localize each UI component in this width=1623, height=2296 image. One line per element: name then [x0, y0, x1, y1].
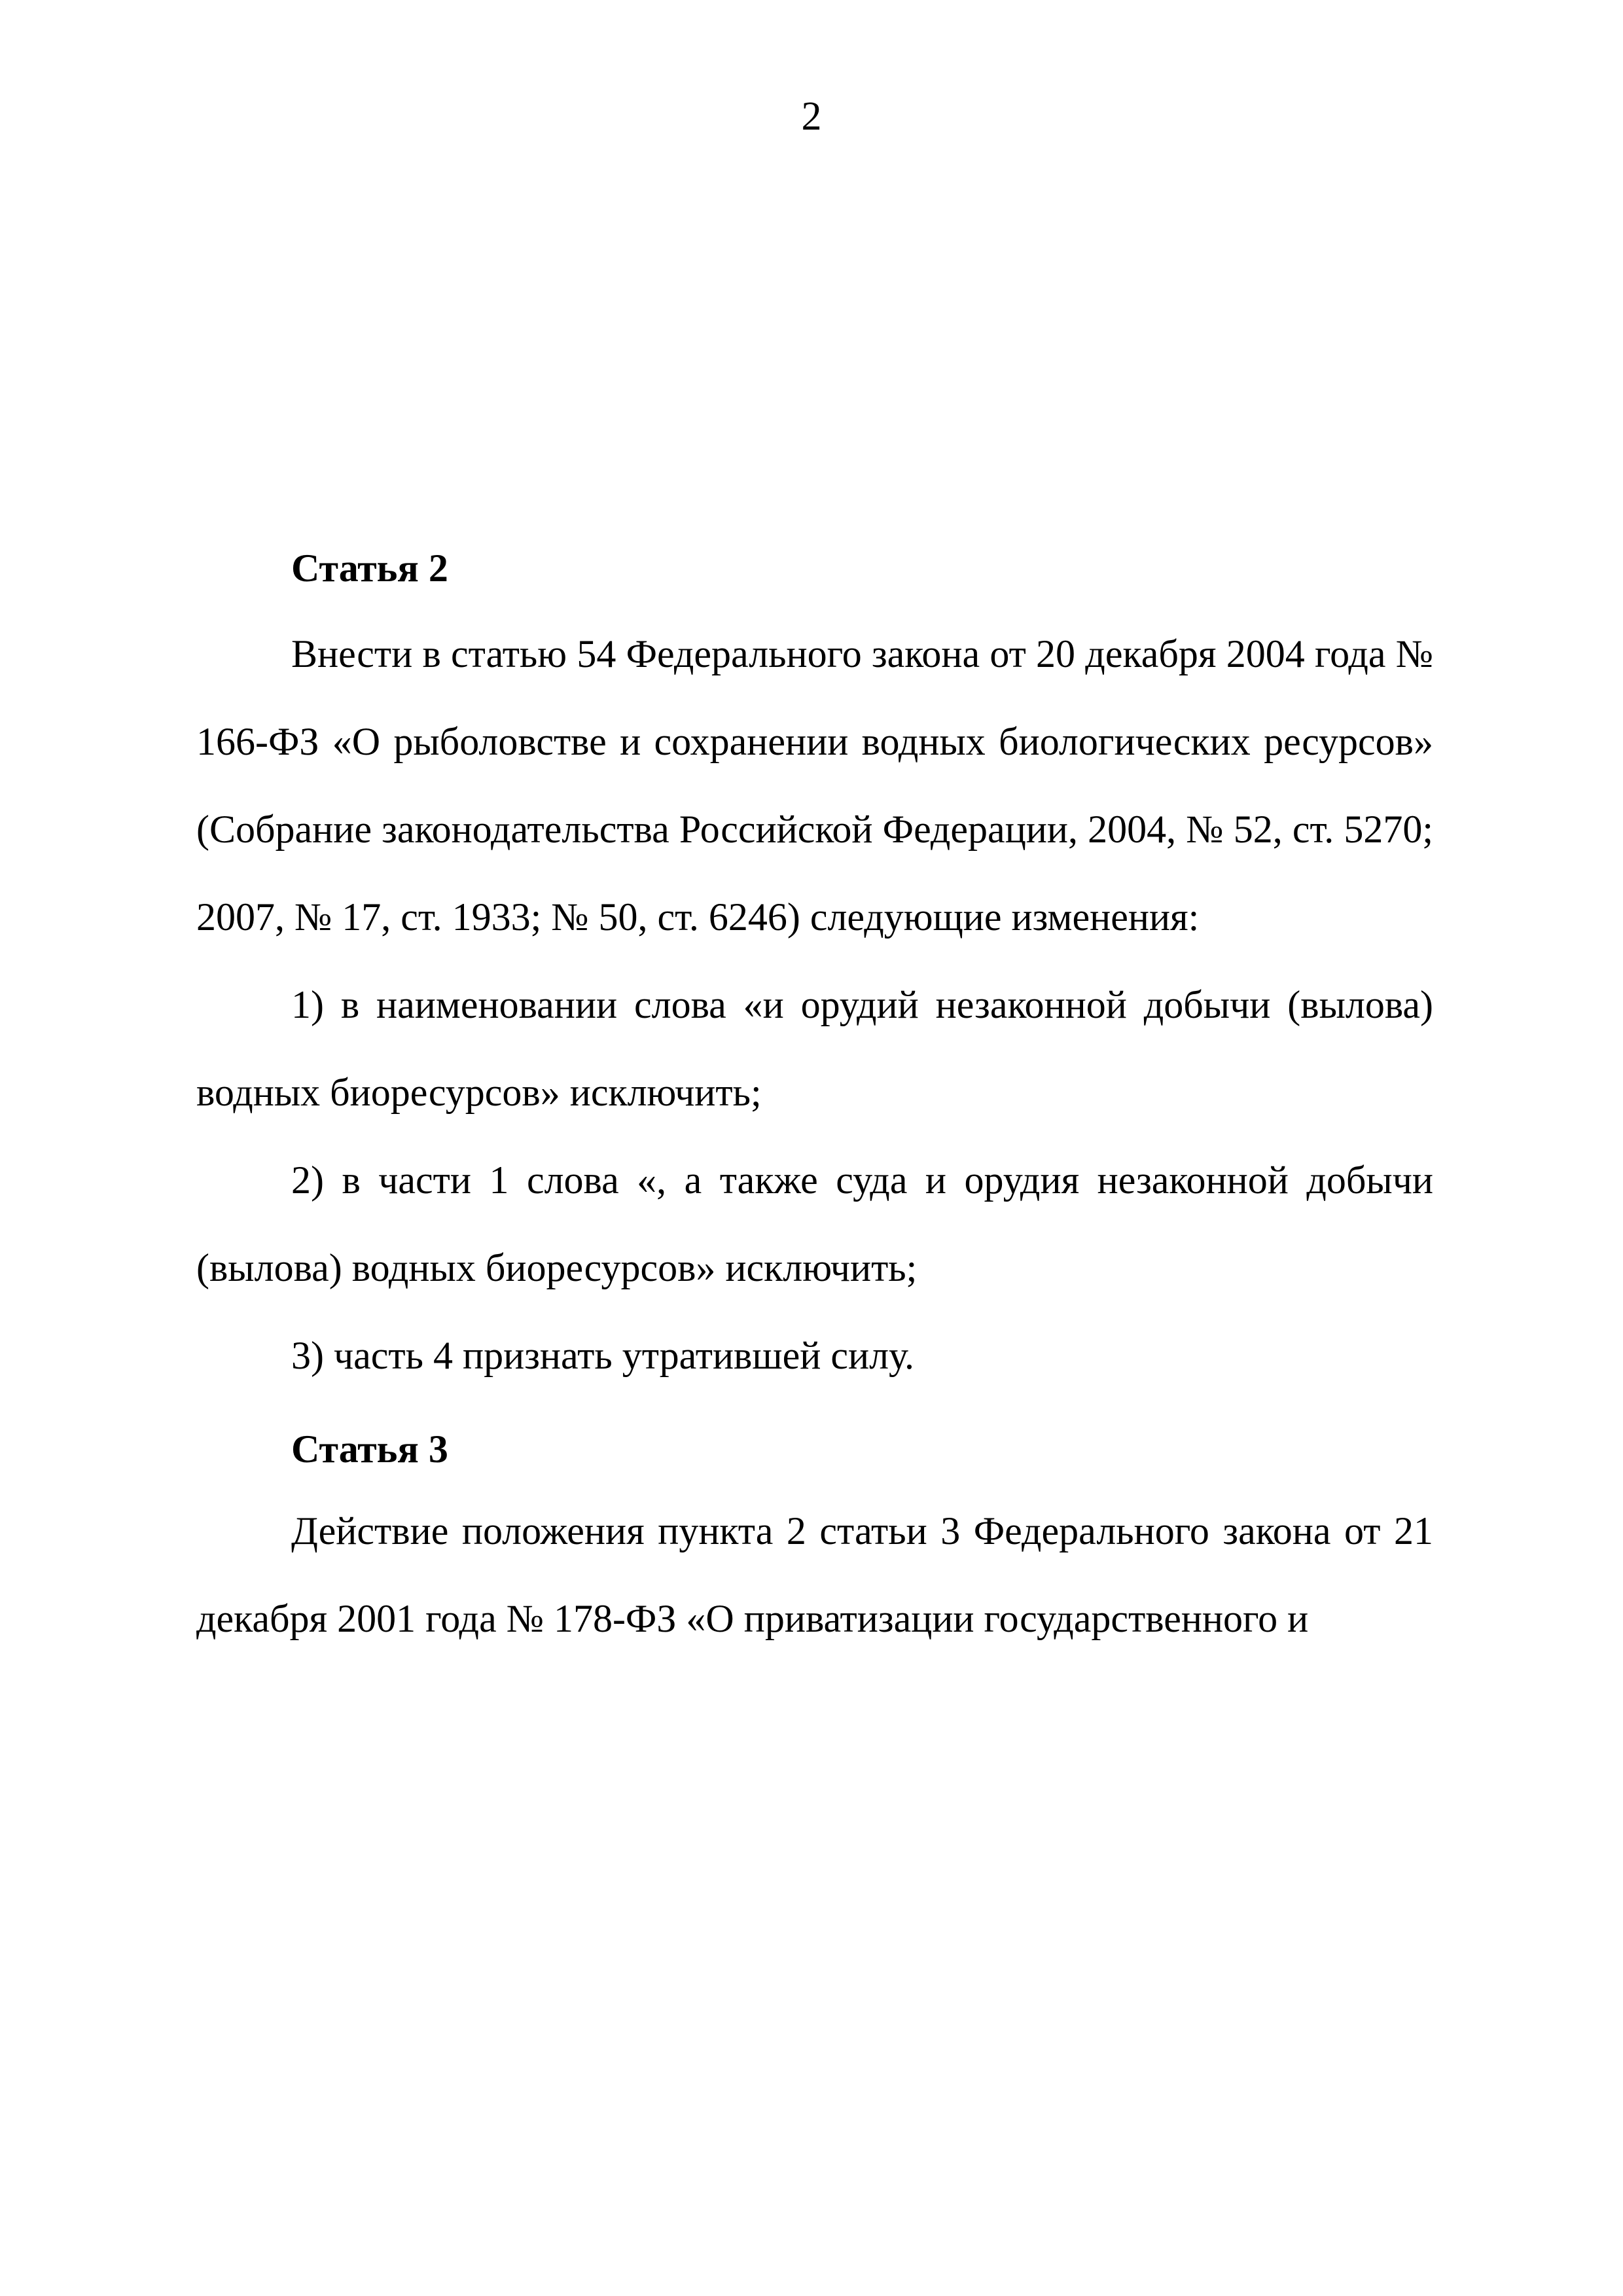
- page-number: 2: [801, 94, 822, 139]
- article-2-item-2: 2) в части 1 слова «, а также суда и орудия незаконной добычи (вылова) водных биоресурсов» исключить;: [196, 1158, 1433, 1289]
- article-3-text: Действие положения пункта 2 статьи 3 Федерального закона от 21 декабря 2001 года № 178-ФЗ «О приватизации государственного и: [196, 1509, 1433, 1640]
- article-2-intro: Внести в статью 54 Федерального закона от 20 декабря 2004 года № 166-ФЗ «О рыболовстве и сохранении водных биологических ресурсов» (Собрание законодательства Российской Федерации, 2004, № 52, ст. 5270; 2007, № 17, ст. 1933; № 50, ст. 6246) следующие изменения:: [196, 632, 1433, 939]
- article-2-item-1: 1) в наименовании слова «и орудий незаконной добычи (вылова) водных биоресурсов» исключить;: [196, 983, 1433, 1114]
- article-3-heading: Статья 3: [291, 1427, 448, 1471]
- article-2-heading: Статья 2: [291, 547, 448, 590]
- article-2-item-3: 3) часть 4 признать утратившей силу.: [291, 1334, 915, 1377]
